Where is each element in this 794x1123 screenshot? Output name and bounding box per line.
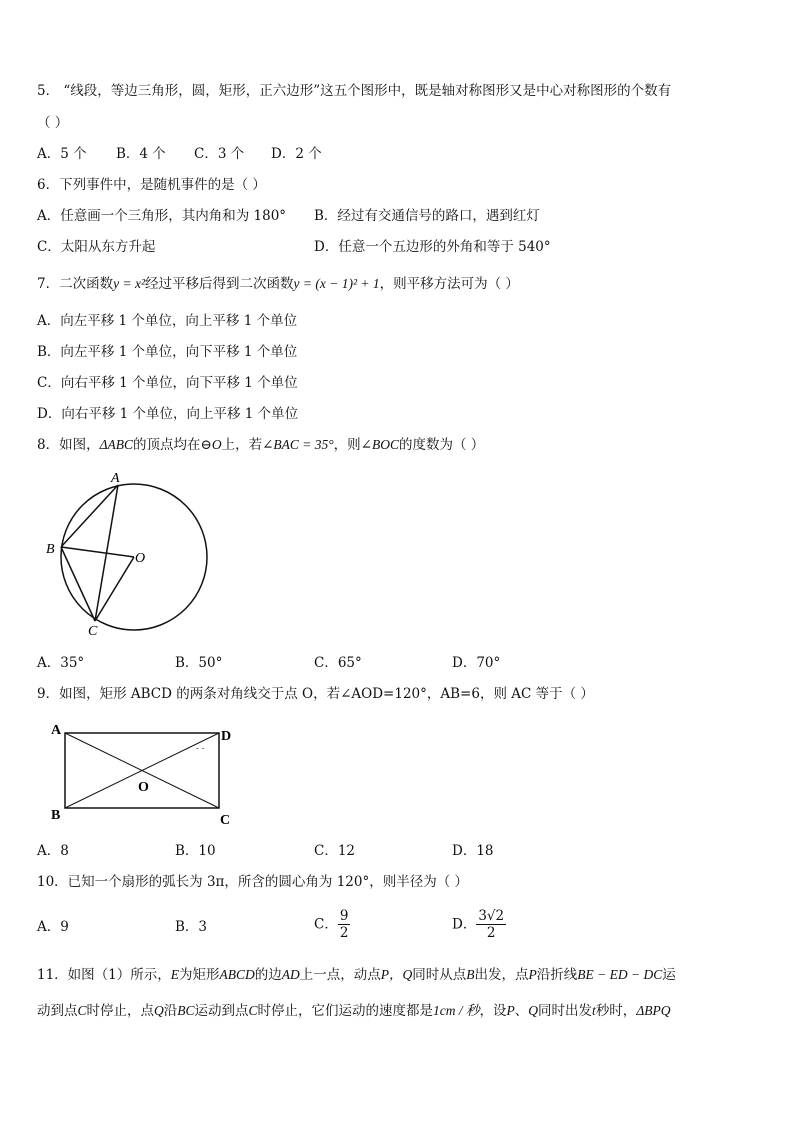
q8-stem-e: 的度数为（ ） xyxy=(398,437,485,453)
q10-option-c-fraction xyxy=(338,908,351,941)
q7-mid: 经过平移后得到二次函数 xyxy=(145,276,294,292)
q8-stem-d: ，则 xyxy=(333,437,361,453)
q11-text: 沿 xyxy=(163,1003,178,1019)
q8-circle: ⊖O xyxy=(200,437,222,452)
q8-angle-bac: ∠BAC = 35° xyxy=(262,437,334,452)
q11-text: 的边 xyxy=(254,967,282,983)
q8-option-a: A．35° xyxy=(37,655,85,671)
q10-option-a: A．9 xyxy=(37,919,69,935)
q11-point-b: B xyxy=(466,967,475,982)
q10-option-d-letter: D． xyxy=(452,916,477,933)
q6-option-a: A．任意画一个三角形，其内角和为 180° xyxy=(37,208,287,224)
q10-option-d-fraction xyxy=(476,908,506,941)
q11-text: 运 xyxy=(662,967,676,983)
q8-circle-figure xyxy=(38,465,218,645)
q7-option-d: D．向右平移 1 个单位，向上平移 1 个单位 xyxy=(37,406,299,422)
q10-option-c-denominator: 2 xyxy=(339,925,349,941)
q5-stem: 5． “线段，等边三角形，圆，矩形，正六边形”这五个图形中，既是轴对称图形又是中心对称图形的个数有 xyxy=(37,83,672,99)
q8-label-a: A xyxy=(111,471,120,486)
q8-triangle: ΔABC xyxy=(99,437,134,452)
q11-line-2 xyxy=(37,1002,670,1020)
q11-point-p: P xyxy=(506,1003,515,1018)
q9-option-a: A．8 xyxy=(37,843,69,859)
q9-label-d: D xyxy=(221,729,232,744)
q5-option-d: D．2 个 xyxy=(271,146,322,162)
q10-option-c xyxy=(314,908,350,941)
q8-label-c: C xyxy=(88,624,98,639)
q8-stem-c: 上，若 xyxy=(221,437,263,453)
q11-point-c: C xyxy=(77,1003,87,1018)
q8-angle-boc: ∠BOC xyxy=(360,437,399,452)
q5-option-a: A．5 个 xyxy=(37,146,87,162)
q10-option-c-letter: C． xyxy=(314,916,338,933)
q9-label-c: C xyxy=(220,813,231,828)
q8-label-o: O xyxy=(135,551,146,566)
q11-text: 同时出发 xyxy=(538,1003,593,1019)
q5-option-c: C．3 个 xyxy=(194,146,245,162)
q7-function-2: y = (x − 1)² + 1 xyxy=(293,276,380,291)
q8-stem-a: 8．如图， xyxy=(37,437,100,453)
q11-text: 、 xyxy=(514,1003,529,1019)
q11-point-q: Q xyxy=(528,1003,539,1018)
q11-side-bc: BC xyxy=(177,1003,195,1018)
q11-text: 沿折线 xyxy=(536,967,578,983)
q7-function-1: y = x² xyxy=(113,276,145,291)
q8-stem xyxy=(37,436,484,454)
q11-text: 秒时， xyxy=(595,1003,637,1019)
q8-label-b: B xyxy=(46,542,55,557)
q11-speed: 1cm / 秒 xyxy=(433,1003,480,1018)
q11-points-pq: P，Q xyxy=(380,967,413,982)
q11-text: 出发，点 xyxy=(474,967,529,983)
q11-text: 时停止，点 xyxy=(86,1003,155,1019)
q11-triangle-bpq: ΔBPQ xyxy=(636,1003,671,1018)
q7-suffix: ，则平移方法可为（ ） xyxy=(379,276,519,292)
q10-option-b: B．3 xyxy=(175,919,208,935)
q8-option-d: D．70° xyxy=(452,655,501,671)
q8-segment-bo xyxy=(61,547,134,557)
q11-text: 11．如图（1）所示， xyxy=(37,967,171,983)
q10-option-c-numerator: 9 xyxy=(339,908,349,924)
q10-option-d-numerator: 3√2 xyxy=(478,908,505,924)
q11-path: BE − ED − DC xyxy=(577,967,663,982)
q10-stem: 10．已知一个扇形的弧长为 3π，所含的圆心角为 120°，则半径为（ ） xyxy=(37,874,469,890)
q7-prefix: 7．二次函数 xyxy=(37,276,114,292)
q11-text: 动到点 xyxy=(37,1003,78,1019)
q11-text: 上一点，动点 xyxy=(299,967,381,983)
q6-option-b: B．经过有交通信号的路口，遇到红灯 xyxy=(314,208,540,224)
q9-option-b: B．10 xyxy=(175,843,216,859)
q9-label-b: B xyxy=(51,808,61,823)
q8-stem-b: 的顶点均在 xyxy=(133,437,201,453)
q6-option-c: C．太阳从东方升起 xyxy=(37,239,156,255)
q11-text: 为矩形 xyxy=(179,967,220,983)
q11-time-t: t xyxy=(592,1003,596,1018)
q9-label-o: O xyxy=(138,780,149,795)
q11-point-c: C xyxy=(248,1003,258,1018)
q8-option-c: C．65° xyxy=(314,655,362,671)
q11-rect-abcd: ABCD xyxy=(219,967,255,982)
q6-option-d: D．任意一个五边形的外角和等于 540° xyxy=(314,239,551,255)
q11-point-q: Q xyxy=(154,1003,164,1018)
q11-text: 同时从点 xyxy=(412,967,467,983)
q9-label-a: A xyxy=(51,723,62,738)
q6-stem: 6．下列事件中，是随机事件的是（ ） xyxy=(37,177,266,193)
q9-stem: 9．如图，矩形 ABCD 的两条对角线交于点 O，若∠AOD=120°，AB=6，则 AC 等于（ ） xyxy=(37,686,594,702)
q7-stem xyxy=(37,275,519,293)
q11-side-ad: AD xyxy=(281,967,300,982)
q5-paren: （ ） xyxy=(37,115,69,131)
q5-option-b: B．4 个 xyxy=(116,146,166,162)
q9-rectangle-figure xyxy=(40,718,250,830)
q11-text: 运动到点 xyxy=(194,1003,249,1019)
q11-line-1 xyxy=(37,966,676,984)
q7-option-b: B．向左平移 1 个单位，向下平移 1 个单位 xyxy=(37,344,298,360)
q7-option-c: C．向右平移 1 个单位，向下平移 1 个单位 xyxy=(37,375,298,391)
q11-point-p: P xyxy=(528,967,537,982)
q8-option-b: B．50° xyxy=(175,655,223,671)
q11-text: 时停止，它们运动的速度都是 xyxy=(257,1003,434,1019)
q9-tick-mark: - - xyxy=(196,743,205,753)
q11-point-e: E xyxy=(170,967,180,982)
q11-text: ，设 xyxy=(479,1003,507,1019)
q10-option-d xyxy=(452,908,506,941)
q9-option-d: D．18 xyxy=(452,843,494,859)
q7-option-a: A．向左平移 1 个单位，向上平移 1 个单位 xyxy=(37,313,298,329)
q10-option-d-denominator: 2 xyxy=(486,925,496,941)
q9-option-c: C．12 xyxy=(314,843,356,859)
